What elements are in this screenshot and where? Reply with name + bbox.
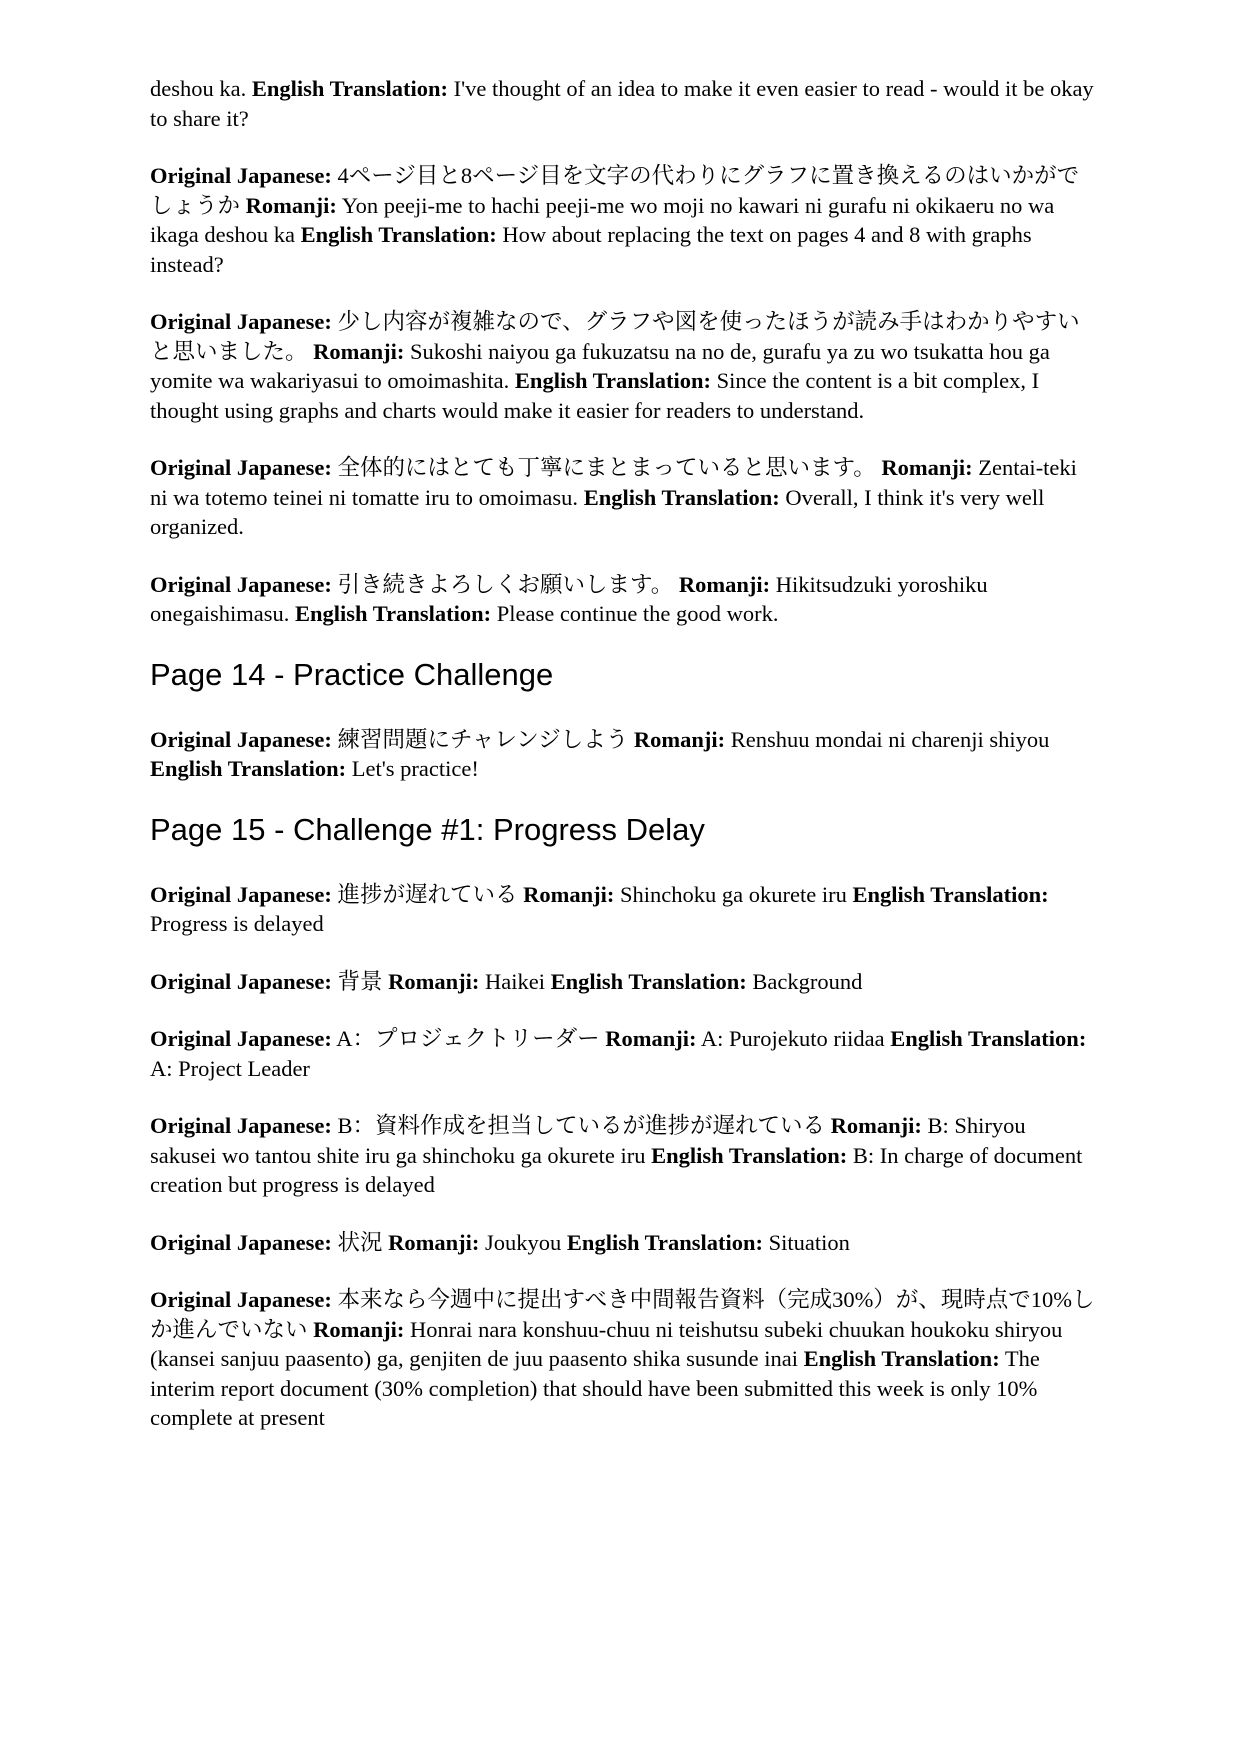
romanji-label: Romanji: (388, 968, 480, 994)
romanji-text: Shinchoku ga okurete iru (620, 881, 847, 907)
entry-paragraph (150, 1285, 1095, 1433)
entry-paragraph (150, 453, 1095, 542)
english-label: English Translation: (803, 1346, 1000, 1371)
document-page (150, 74, 1095, 1461)
section-heading-page-14: Page 14 - Practice Challenge (150, 656, 554, 692)
english-text: A: Project Leader (150, 1055, 310, 1081)
english-text: B: In charge of document creation but progress is delayed (150, 1142, 1083, 1197)
japanese-text: 状況 (337, 1229, 383, 1255)
english-label: English Translation: (852, 881, 1049, 907)
english-label: English Translation: (150, 756, 347, 781)
japanese-text: 背景 (337, 968, 383, 994)
romanji-text: Yon peeji-me to hachi peeji-me wo moji no kawari ni gurafu ni okikaeru no wa ikaga deshou ka (150, 192, 1055, 247)
entry-paragraph (150, 1024, 1095, 1083)
japanese-text: 本来なら今週中に提出すべき中間報告資料（完成30%）が、現時点で10%しか進んでいない (150, 1287, 1095, 1342)
japanese-text: 進捗が遅れている (337, 881, 518, 907)
english-text: Situation (768, 1229, 850, 1255)
romanji-label: Romanji: (313, 338, 405, 364)
entry-paragraph (150, 725, 1095, 784)
romanji-label: Romanji: (523, 881, 615, 907)
romanji-label: Romanji: (388, 1229, 480, 1255)
english-text: How about replacing the text on pages 4 and 8 with graphs instead? (150, 222, 1032, 277)
japanese-text: B：資料作成を担当しているが進捗が遅れている (337, 1113, 826, 1138)
japanese-label: Original Japanese: (150, 1026, 332, 1051)
japanese-text: 引き続きよろしくお願いします。 (337, 571, 674, 597)
english-text: I've thought of an idea to make it even easier to read - would it be okay to share it? (150, 76, 1094, 131)
section-heading-page-15: Page 15 - Challenge #1: Progress Delay (150, 811, 705, 847)
japanese-label: Original Japanese: (150, 726, 332, 752)
romanji-label: Romanji: (830, 1113, 922, 1138)
romanji-label: Romanji: (633, 726, 726, 752)
japanese-text: A：プロジェクトリーダー (336, 1026, 600, 1051)
japanese-label: Original Japanese: (150, 163, 332, 188)
english-label: English Translation: (251, 76, 448, 101)
japanese-text: 練習問題にチャレンジしよう (337, 726, 629, 752)
romanji-text: Honrai nara konshuu-chuu ni teishutsu subeki chuukan houkoku shiryou (kansei sanjuu paasento) ga, genjiten de juu paasento shika susunde inai (150, 1316, 1063, 1371)
entry-paragraph (150, 161, 1095, 279)
romanji-text: Haikei (485, 968, 546, 994)
romanji-text: Joukyou (485, 1229, 562, 1255)
english-text: Let's practice! (351, 756, 479, 781)
romanji-text: Hikitsudzuki yoroshiku onegaishimasu. (150, 571, 988, 626)
english-label: English Translation: (514, 368, 712, 393)
entry-paragraph (150, 570, 1095, 629)
romanji-label: Romanji: (605, 1026, 697, 1051)
japanese-text: 全体的にはとても丁寧にまとまっていると思います。 (337, 455, 876, 480)
english-label: English Translation: (651, 1142, 848, 1168)
japanese-label: Original Japanese: (150, 968, 332, 994)
romanji-text: B: Shiryou sakusei wo tantou shite iru ga shinchoku ga okurete iru (150, 1113, 1026, 1168)
japanese-text: 少し内容が複雑なので、グラフや図を使ったほうが読み手はわかりやすいと思いました。 (150, 309, 1080, 364)
japanese-label: Original Japanese: (150, 309, 332, 334)
english-label: English Translation: (294, 601, 492, 626)
japanese-label: Original Japanese: (150, 455, 332, 480)
english-text: Since the content is a bit complex, I thought using graphs and charts would make it easier for readers to understand. (150, 368, 1040, 423)
english-label: English Translation: (890, 1026, 1087, 1051)
english-label: English Translation: (550, 968, 747, 994)
romanji-text: A: Purojekuto riidaa (700, 1026, 885, 1051)
romanji-label: Romanji: (245, 192, 337, 218)
english-text: Progress is delayed (150, 911, 324, 936)
japanese-label: Original Japanese: (150, 881, 332, 907)
japanese-text: 4ページ目と8ページ目を文字の代わりにグラフに置き換えるのはいかがでしょうか (150, 163, 1080, 218)
english-text: Background (752, 968, 863, 994)
japanese-label: Original Japanese: (150, 1113, 332, 1138)
entry-paragraph (150, 967, 1095, 997)
entry-paragraph (150, 1111, 1095, 1200)
entry-paragraph (150, 880, 1095, 939)
english-text: The interim report document (30% completion) that should have been submitted this week is only 10% complete at present (150, 1346, 1040, 1430)
english-label: English Translation: (300, 222, 497, 247)
romanji-text: Zentai-teki ni wa totemo teinei ni tomatte iru to omoimasu. (150, 455, 1077, 510)
english-text: Please continue the good work. (496, 601, 779, 626)
japanese-label: Original Japanese: (150, 571, 332, 597)
romanji-text: Renshuu mondai ni charenji shiyou (730, 726, 1050, 752)
japanese-label: Original Japanese: (150, 1229, 332, 1255)
romanji-text: Sukoshi naiyou ga fukuzatsu na no de, gurafu ya zu wo tsukatta hou ga yomite wa wakariyasui to omoimashita. (150, 338, 1050, 393)
english-label: English Translation: (566, 1229, 764, 1255)
entry-paragraph (150, 307, 1095, 425)
japanese-label: Original Japanese: (150, 1287, 332, 1312)
continuation-paragraph (150, 74, 1095, 133)
english-text: Overall, I think it's very well organized. (150, 484, 1045, 539)
romanji-text: deshou ka. (150, 76, 247, 101)
romanji-label: Romanji: (313, 1316, 405, 1342)
romanji-label: Romanji: (678, 571, 771, 597)
english-label: English Translation: (583, 484, 780, 510)
entry-paragraph (150, 1228, 1095, 1258)
romanji-label: Romanji: (881, 455, 973, 480)
